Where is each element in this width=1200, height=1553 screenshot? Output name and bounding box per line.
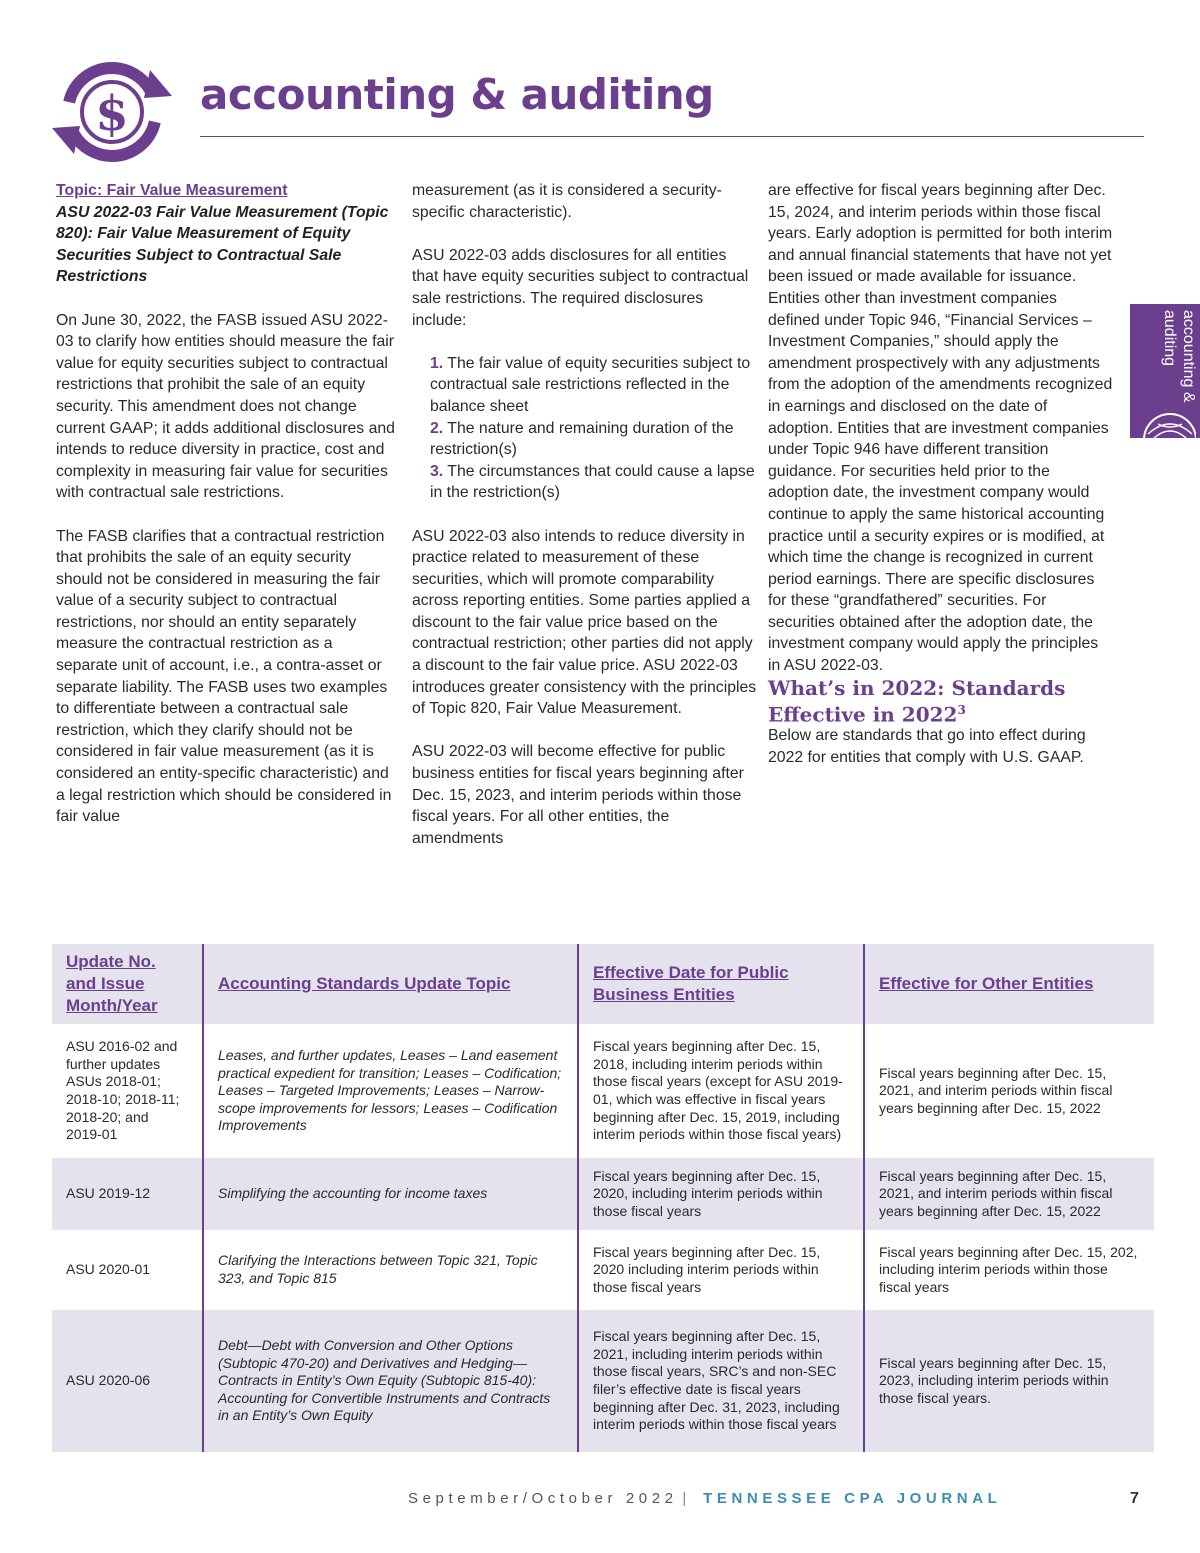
yarn-ball-icon bbox=[1140, 400, 1196, 445]
topic-label: Topic: Fair Value Measurement bbox=[56, 182, 288, 199]
cell-topic: Debt—Debt with Conversion and Other Options (Subtopic 470-20) and Derivatives and Hedging—Contracts in Entity’s Own Equity (Subtopic 815-40): Accounting for Convertible Instruments and Contracts in an Entity’s Own Equity bbox=[203, 1310, 578, 1452]
paragraph-5-start: ASU 2022-03 will become effective for public business entities for fiscal years beginning after Dec. 15, 2023, and interim periods within those fiscal years. For all other entities, the amendments bbox=[412, 743, 744, 847]
cell-update: ASU 2020-06 bbox=[52, 1310, 203, 1452]
cell-other: Fiscal years beginning after Dec. 15, 202, including interim periods within those fiscal years bbox=[864, 1230, 1154, 1310]
cell-other: Fiscal years beginning after Dec. 15, 2023, including interim periods within those fiscal years. bbox=[864, 1310, 1154, 1452]
table-row bbox=[52, 1230, 1154, 1310]
list-item: 3. The circumstances that could cause a lapse in the restriction(s) bbox=[430, 462, 755, 502]
table-row bbox=[52, 1024, 1154, 1158]
asu-title: ASU 2022-03 Fair Value Measurement (Topic 820): Fair Value Measurement of Equity Securities Subject to Contractual Sale Restrictions bbox=[56, 203, 389, 286]
cell-topic: Clarifying the Interactions between Topic 321, Topic 323, and Topic 815 bbox=[203, 1230, 578, 1310]
footer bbox=[408, 1490, 1001, 1507]
cell-other: Fiscal years beginning after Dec. 15, 2021, and interim periods within fiscal years beginning after Dec. 15, 2022 bbox=[864, 1158, 1154, 1230]
cell-update: ASU 2016-02 and further updates ASUs 2018-01; 2018-10; 2018-11; 2018-20; and 2019-01 bbox=[52, 1024, 203, 1158]
side-tab-label: accounting & auditing bbox=[1161, 310, 1197, 403]
section-title: accounting & auditing bbox=[200, 70, 714, 119]
journal-name: TENNESSEE CPA JOURNAL bbox=[703, 1490, 1002, 1507]
cell-update: ASU 2019-12 bbox=[52, 1158, 203, 1230]
standards-table bbox=[52, 944, 1154, 1452]
article-column-1 bbox=[56, 180, 396, 828]
list-item: 1. The fair value of equity securities subject to contractual sale restrictions reflected in the balance sheet bbox=[430, 354, 751, 415]
disclosure-list bbox=[412, 353, 757, 504]
cell-topic: Simplifying the accounting for income taxes bbox=[203, 1158, 578, 1230]
issue-date: September/October 2022 bbox=[408, 1490, 678, 1507]
paragraph-5-end: are effective for fiscal years beginning after Dec. 15, 2024, and interim periods within those fiscal years. Early adoption is permitted for both interim and annual financial statements that have not yet been issued or made available for issuance. Entities other than investment companies defined under Topic 946, “Financial Services – Investment Companies,” should apply the amendment prospectively with any adjustments from the adoption of the amendments recognized in earnings and disclosed on the date of adoption. Entities that are investment companies under Topic 946 have different transition guidance. For securities held prior to the adoption date, the investment company would continue to apply the same historical accounting practice until a security expires or is modified, at which time the change is recognized in current period earnings. There are specific disclosures for these “grandfathered” securities. For securities obtained after the adoption date, the investment company would apply the principles in ASU 2022-03. bbox=[768, 182, 1113, 675]
article-column-2 bbox=[412, 180, 757, 849]
cell-public: Fiscal years beginning after Dec. 15, 2020, including interim periods within those fiscal years bbox=[578, 1158, 864, 1230]
cell-public: Fiscal years beginning after Dec. 15, 2020 including interim periods within those fiscal years bbox=[578, 1230, 864, 1310]
dollar-cycle-icon bbox=[50, 56, 174, 168]
table-header-row bbox=[52, 944, 1154, 1024]
table-row bbox=[52, 1158, 1154, 1230]
cell-topic: Leases, and further updates, Leases – Land easement practical expedient for transition; Leases – Codification; Leases – Targeted Improvements; Leases – Narrow-scope improvements for lessors; Leases – Codification Improvements bbox=[203, 1024, 578, 1158]
paragraph-3: ASU 2022-03 adds disclosures for all entities that have equity securities subject to contractual sale restrictions. The required disclosures include: bbox=[412, 246, 749, 329]
subheading: What’s in 2022: Standards Effective in 2022$^3$ bbox=[768, 675, 1066, 727]
article-column-3 bbox=[768, 180, 1113, 769]
list-item: 2. The nature and remaining duration of the restriction(s) bbox=[430, 419, 734, 459]
svg-text:$: $ bbox=[95, 86, 129, 142]
footer-separator: | bbox=[682, 1490, 687, 1507]
cell-update: ASU 2020-01 bbox=[52, 1230, 203, 1310]
paragraph-4: ASU 2022-03 also intends to reduce diversity in practice related to measurement of these securities, which will promote comparability across reporting entities. Some parties applied a discount to the fair value price based on the contractual restriction; other parties did not apply a discount to the fair value price. ASU 2022-03 introduces greater consistency with the principles of Topic 820, Fair Value Measurement. bbox=[412, 527, 757, 718]
cell-other: Fiscal years beginning after Dec. 15, 2021, and interim periods within fiscal years beginning after Dec. 15, 2022 bbox=[864, 1024, 1154, 1158]
header-topic: Accounting Standards Update Topic bbox=[203, 944, 578, 1024]
paragraph-6: Below are standards that go into effect during 2022 for entities that comply with U.S. GAAP. bbox=[768, 727, 1086, 766]
paragraph-1: On June 30, 2022, the FASB issued ASU 2022-03 to clarify how entities should measure the fair value for equity securities subject to contractual restrictions that prohibit the sale of an equity security. This amendment does not change current GAAP; it adds additional disclosures and intends to reduce diversity in practice, cost and complexity in measuring fair value for securities with contractual sale restrictions. bbox=[56, 311, 395, 502]
title-rule bbox=[200, 136, 1144, 137]
header-other-entities: Effective for Other Entities bbox=[864, 944, 1154, 1024]
table-row bbox=[52, 1310, 1154, 1452]
cell-public: Fiscal years beginning after Dec. 15, 2021, including interim periods within those fiscal years, SRC’s and non-SEC filer’s effective date is fiscal years beginning after Dec. 31, 2023, including interim periods within those fiscal years bbox=[578, 1310, 864, 1452]
page-number: 7 bbox=[1130, 1490, 1139, 1507]
header-public-date: Effective Date for Public Business Entities bbox=[578, 944, 864, 1024]
paragraph-2-end: measurement (as it is considered a security-specific characteristic). bbox=[412, 182, 722, 221]
cell-public: Fiscal years beginning after Dec. 15, 2018, including interim periods within those fiscal years (except for ASU 2019-01, which was effective in fiscal years beginning after Dec. 15, 2019, including interim periods within those fiscal years) bbox=[578, 1024, 864, 1158]
header-update-no: Update No. and Issue Month/Year bbox=[52, 944, 203, 1024]
paragraph-2-start: The FASB clarifies that a contractual restriction that prohibits the sale of an equity security should not be considered in measuring the fair value of a security subject to contractual restrictions, nor should an entity separately measure the contractual restriction as a separate unit of account, i.e., a contra-asset or separate liability. The FASB uses two examples to differentiate between a contractual sale restriction, which they clarify should not be considered in fair value measurement (as it is considered an entity-specific characteristic) and a legal restriction which should be considered in fair value bbox=[56, 527, 392, 826]
